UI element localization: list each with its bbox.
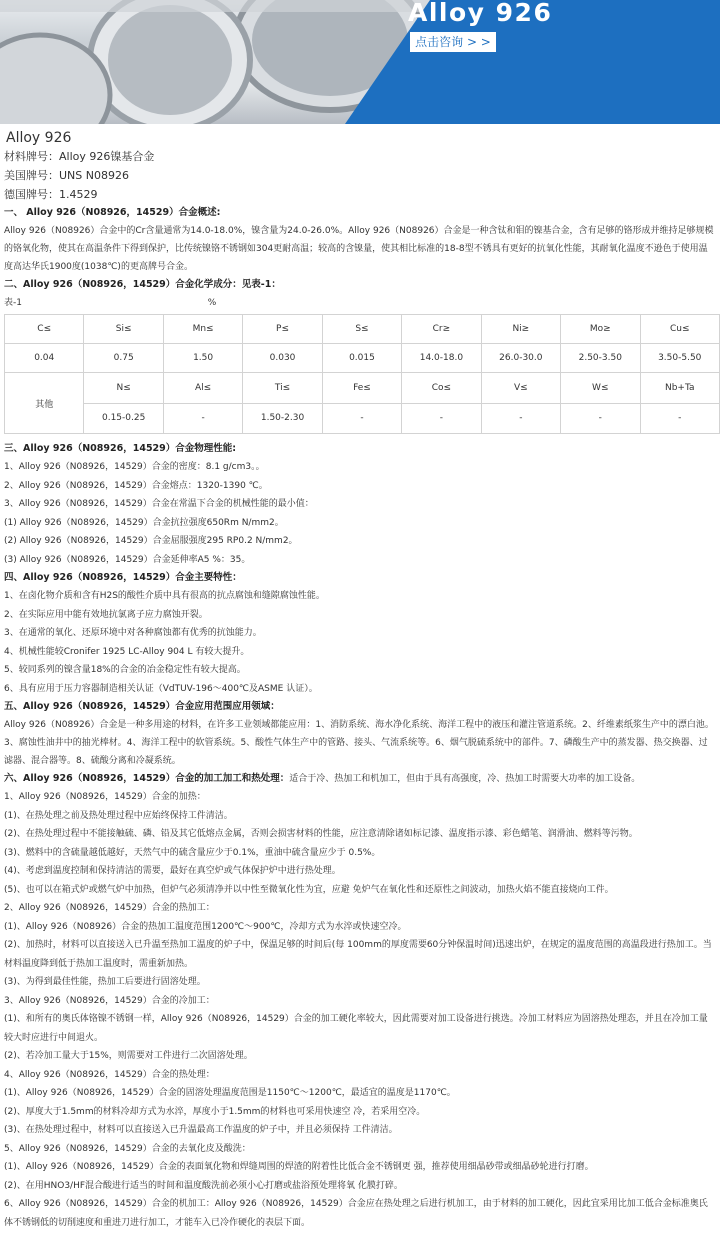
list-item: 2、Alloy 926（N08926，14529）合金的热加工： [4,903,215,913]
banner-title: Alloy 926 [408,0,553,27]
table-cell: Mo≥ [561,315,640,344]
section-applications-text: Alloy 926（N08926）合金是一种多用途的材料，在许多工业领域都能应用：1、消防系统、海水净化系统、海洋工程中的液压和灌注管道系统。2、纤维素纸浆生产中的漂白池。3、腐蚀性油井中的抽光棒材。4、海洋工程中的软管系统。5、酸性气体生产中的管路、接头、气流系统等。6、烟气脱硫系统中的部件。7、磷酸生产中的蒸发器、热交换器、过滤器、混合器等。8、硫酸分离和冷凝系统。 [4,720,714,766]
banner-blue-shape [0,0,720,124]
table-row [5,403,720,434]
table-caption [4,294,716,312]
material-grade: 材料牌号：Alloy 926镍基合金 [4,150,155,163]
table-cell: Ti≤ [243,373,322,404]
section-processing-title-rest: 适合于冷、热加工和机加工，但由于具有高强度，冷、热加工时需要大功率的加工设备。 [289,774,641,784]
list-item: (3)、为得到最佳性能，热加工后要进行固溶处理。 [4,977,206,987]
table-cell: S≤ [322,315,401,344]
table-cell: 0.030 [243,344,322,373]
list-item: (2)、若冷加工量大于15%，则需要对工件进行二次固溶处理。 [4,1051,253,1061]
table-cell: Cr≥ [402,315,481,344]
list-item: 4、机械性能较Cronifer 1925 LC-Alloy 904 L 有较大提升。 [4,646,250,657]
list-item: (1) Alloy 926（N08926，14529）合金抗拉强度650Rm N/mm2。 [4,517,284,528]
list-item: (1)、和所有的奥氏体铬镍不锈钢一样，Alloy 926（N08926，14529）合金的加工硬化率较大，因此需要对加工设备进行挑选。冷加工材料应为固溶热处理态，并且在冷加工量较大时应进行中间退火。 [4,1014,708,1043]
table-cell: V≤ [481,373,560,404]
list-item: 2、Alloy 926（N08926，14529）合金熔点：1320-1390 ℃。 [4,480,268,491]
table-cell: Mn≤ [163,315,242,344]
table-cell: - [322,403,401,434]
table-cell: Al≤ [163,373,242,404]
list-item: 3、Alloy 926（N08926，14529）合金在常温下合金的机械性能的最小值： [4,499,314,509]
section-processing-title [4,770,716,788]
table-cell: 14.0-18.0 [402,344,481,373]
german-grade: 德国牌号：1.4529 [4,188,98,201]
table-cell: Nb+Ta [640,373,720,404]
list-item: (1)、Alloy 926（N08926，14529）合金的固溶处理温度范围是1150℃～1200℃，最适宜的温度是1170℃。 [4,1088,456,1098]
list-item: (3)、在热处理过程中，材料可以直接送入已升温最高工作温度的炉子中，并且必须保持 工件清洁。 [4,1125,398,1135]
list-item: (4)、考虑到温度控制和保持清洁的需要，最好在真空炉或气体保护炉中进行热处理。 [4,866,341,876]
table-cell: - [640,403,720,434]
article-content [0,129,720,1232]
table-row [5,315,720,344]
list-item: 1、在卤化物介质和含有H2S的酸性介质中具有很高的抗点腐蚀和缝隙腐蚀性能。 [4,591,325,601]
list-item: (3)、燃料中的含硫量越低越好，天然气中的硫含量应少于0.1%，重油中硫含量应少于 0.5%。 [4,847,381,858]
list-item: (1)、Alloy 926（N08926）合金的热加工温度范围1200℃～900℃，冷却方式为水淬或快速空冷。 [4,921,407,932]
list-item: 6、Alloy 926（N08926，14529）合金的机加工：Alloy 926（N08926，14529）合金应在热处理之后进行机加工，由于材料的加工硬化，因此宜采用比加工低合金标准奥氏体不锈钢低的切削速度和重进刀进行加工，才能车入已冷作硬化的表层下面。 [4,1199,708,1228]
list-item: (5)、也可以在箱式炉或燃气炉中加热，但炉气必须清净并以中性至微氧化性为宜，应避 免炉气在氧化性和还原性之间波动，加热火焰不能直接烧向工件。 [4,884,614,895]
list-item: (1)、在热处理之前及热处理过程中应始终保持工件清洁。 [4,810,233,821]
table-cell: Fe≤ [322,373,401,404]
table-cell: 0.015 [322,344,401,373]
table-cell: 0.15-0.25 [84,403,163,434]
section-processing-title-bold: 六、Alloy 926（N08926，14529）合金的加工加工和热处理： [4,773,290,784]
table-row [5,344,720,373]
list-item: 6、具有应用于压力容器制造相关认证（VdTUV-196～400℃及ASME 认证）。 [4,683,318,694]
table-cell: 26.0-30.0 [481,344,560,373]
table-cell: Ni≥ [481,315,560,344]
composition-table [4,314,720,434]
table-cell: C≤ [5,315,84,344]
table-cell: 2.50-3.50 [561,344,640,373]
list-item: (2)、加热时，材料可以直接送入已升温至热加工温度的炉子中，保温足够的时间后(每 100mm的厚度需要60分钟保温时间)迅速出炉，在规定的温度范围的高温段进行热加工。当材料温度降到低于热加工温度时，需重新加热。 [4,940,712,969]
list-item: (2)、在热处理过程中不能接触硫、磷、铅及其它低熔点金属，否则会损害材料的性能，应注意清除诸如标记漆、温度指示漆、彩色蜡笔、润滑油、燃料等污物。 [4,829,638,839]
table-cell: 0.75 [84,344,163,373]
list-item: 4、Alloy 926（N08926，14529）合金的热处理： [4,1069,215,1080]
list-item: 3、Alloy 926（N08926，14529）合金的冷加工： [4,995,215,1006]
table-cell: P≤ [243,315,322,344]
list-item: 5、较同系列的镍含量18%的合金的冶金稳定性有较大提高。 [4,665,246,675]
table-caption-unit: % [207,298,217,308]
table-cell: N≤ [84,373,163,404]
list-item: 3、在通常的氧化、还原环境中对各种腐蚀都有优秀的抗蚀能力。 [4,628,262,638]
table-cell: Cu≤ [640,315,720,344]
list-item: (2) Alloy 926（N08926，14529）合金屈服强度295 RP0.2 N/mm2。 [4,536,298,546]
consult-button[interactable]: 点击咨询 > > [410,32,496,52]
list-item: (2)、在用HNO3/HF混合酸进行适当的时间和温度酸洗前必须小心打磨或盐浴预处理将氧 化膜打碎。 [4,1180,403,1191]
list-item: (2)、厚度大于1.5mm的材料冷却方式为水淬，厚度小于1.5mm的材料也可采用快速空 冷，若采用空冷。 [4,1106,426,1117]
table-cell: W≤ [561,373,640,404]
table-cell: 0.04 [5,344,84,373]
list-item: 2、在实际应用中能有效地抗氯离子应力腐蚀开裂。 [4,609,208,620]
table-cell: - [163,403,242,434]
section-features-title: 四、Alloy 926（N08926，14529）合金主要特性： [4,572,242,583]
list-item: (1)、Alloy 926（N08926，14529）合金的表面氧化物和焊缝周围的焊渣的附着性比低合金不锈钢更 强，推荐使用细晶砂带或细晶砂轮进行打磨。 [4,1162,594,1172]
table-cell: Co≤ [402,373,481,404]
table-cell-other: 其他 [5,373,84,434]
table-cell: - [561,403,640,434]
section-composition-title: 二、Alloy 926（N08926，14529）合金化学成分：见表-1： [4,279,281,290]
us-grade: 美国牌号：UNS N08926 [4,169,129,182]
section-overview-text: Alloy 926（N08926）合金中的Cr含量通常为14.0-18.0%，镍含量为24.0-26.0%。Alloy 926（N08926）合金是一种含钛和钼的镍基合金，含有足够的铬形成并维持足够规模的铬氧化物，使其在高温条件下得到保护，比传统镍铬不锈钢如304更耐高温；较高的含镍量，使其相比标准的18-8型不锈具有更好的抗氧化性能，其耐氧化温度不逊色于使用温度高达华氏1900度(1038℃)的更高牌号合金。 [4,226,714,272]
table-caption-label: 表-1 [4,298,22,308]
table-cell: 1.50 [163,344,242,373]
table-cell: - [481,403,560,434]
table-cell: Si≤ [84,315,163,344]
banner [0,0,720,124]
list-item: 1、Alloy 926（N08926，14529）合金的密度：8.1 g/cm3。。 [4,462,265,472]
section-applications-title: 五、Alloy 926（N08926，14529）合金应用范围应用领域： [4,701,280,712]
table-cell: - [402,403,481,434]
section-overview-title: 一、 Alloy 926（N08926，14529）合金概述: [4,207,221,218]
table-cell: 1.50-2.30 [243,403,322,434]
list-item: (3) Alloy 926（N08926，14529）合金延伸率A5 %：35。 [4,554,251,565]
table-cell: 3.50-5.50 [640,344,720,373]
list-item: 1、Alloy 926（N08926，14529）合金的加热： [4,792,206,802]
page-title: Alloy 926 [6,130,72,146]
section-physical-title: 三、Alloy 926（N08926，14529）合金物理性能: [4,443,237,454]
list-item: 5、Alloy 926（N08926，14529）合金的去氧化皮及酸洗： [4,1143,251,1154]
table-row [5,373,720,404]
